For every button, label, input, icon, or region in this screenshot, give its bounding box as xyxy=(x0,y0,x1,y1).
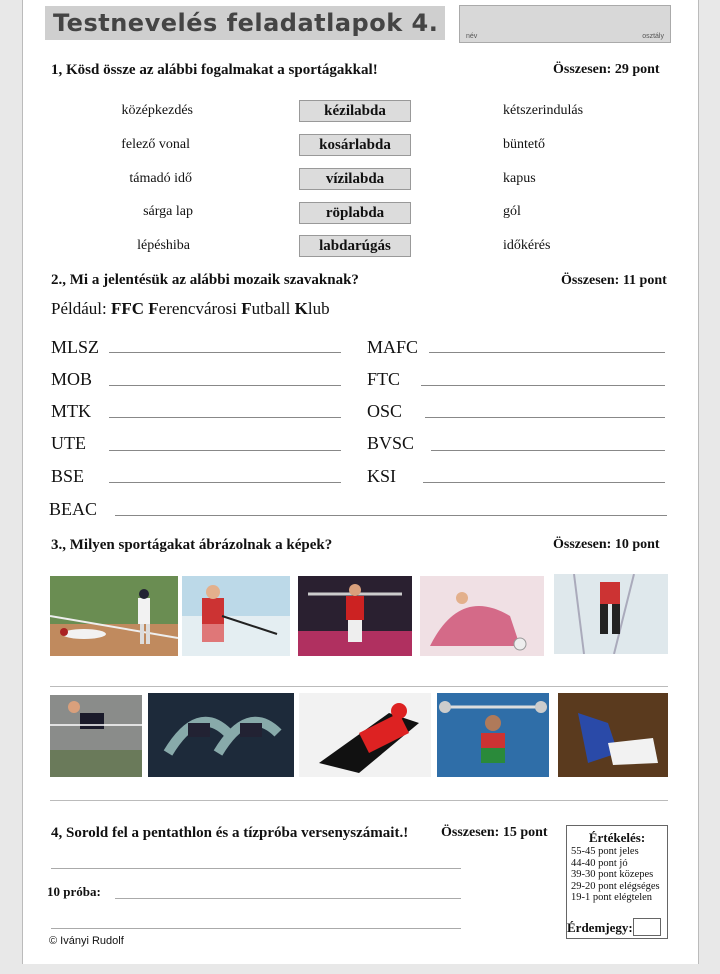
answer-line[interactable] xyxy=(109,482,341,483)
answer-line[interactable] xyxy=(50,800,668,801)
name-label: név xyxy=(466,33,478,40)
mark-label: Érdemjegy: xyxy=(567,920,633,935)
answer-line[interactable] xyxy=(431,450,665,451)
abbr-label: MAFC xyxy=(367,337,419,357)
grading-line: 39-30 pont közepes xyxy=(571,869,654,880)
q1-left-term: támadó idő xyxy=(129,171,192,186)
grading-line: 29-20 pont elégséges xyxy=(571,880,660,892)
example-word: erencvárosi xyxy=(158,299,242,318)
diving-photo xyxy=(148,693,294,777)
abbr-label: BSE xyxy=(51,466,85,486)
abbr-label: MTK xyxy=(51,401,91,421)
q1-left-term: felező vonal xyxy=(121,137,190,152)
abbr-label: KSI xyxy=(367,466,397,486)
abbr-label: UTE xyxy=(51,433,86,453)
q1-right-term: büntető xyxy=(503,137,545,152)
abbr-label: BVSC xyxy=(367,433,415,453)
abbr-label: BEAC xyxy=(49,499,98,519)
answer-line[interactable] xyxy=(115,898,461,899)
answer-line[interactable] xyxy=(109,385,341,386)
example-abbr: FFC xyxy=(110,299,145,318)
grading-line: 44-40 pont jó xyxy=(571,857,628,869)
abbr-label: OSC xyxy=(367,401,403,421)
q1-right-term: időkérés xyxy=(503,238,551,253)
q1-right-term: kapus xyxy=(503,171,536,186)
answer-line[interactable] xyxy=(423,482,665,483)
abbr-label: MOB xyxy=(51,369,93,389)
grading-title: Értékelés: xyxy=(588,830,646,845)
q2-example xyxy=(51,299,330,319)
page-title: Testnevelés feladatlapok 4. xyxy=(45,6,445,40)
decathlon-label: 10 próba: xyxy=(47,884,101,899)
grading-box xyxy=(566,825,668,939)
grading-line: 19-1 pont elégtelen xyxy=(571,892,653,903)
q1-sport-box: kosárlabda xyxy=(299,134,411,156)
copyright: © Iványi Rudolf xyxy=(49,935,124,947)
q3-score: Összesen: 10 pont xyxy=(553,537,660,552)
q3-title: 3., Milyen sportágakat ábrázolnak a képek? xyxy=(51,537,333,553)
q1-sport-box: kézilabda xyxy=(299,100,411,122)
abbr-label: MLSZ xyxy=(51,337,100,357)
name-class-box xyxy=(459,5,671,43)
mark-field[interactable] xyxy=(633,918,661,936)
q1-left-term: sárga lap xyxy=(143,204,193,219)
answer-line[interactable] xyxy=(51,868,461,869)
answer-line[interactable] xyxy=(425,417,665,418)
answer-line[interactable] xyxy=(115,515,667,516)
q1-sport-box: labdarúgás xyxy=(299,235,411,257)
q1-left-term: lépéshiba xyxy=(137,238,190,253)
example-word: lub xyxy=(307,299,330,318)
answer-line[interactable] xyxy=(109,417,341,418)
q1-left-term: középkezdés xyxy=(121,103,193,118)
grading-line: 55-45 pont jeles xyxy=(571,846,639,857)
q1-title: 1, Kösd össze az alábbi fogalmakat a sportágakkal! xyxy=(51,62,378,78)
answer-line[interactable] xyxy=(109,450,341,451)
example-initial: K xyxy=(294,299,308,318)
pole-vault-photo xyxy=(50,695,142,777)
q4-score: Összesen: 15 pont xyxy=(441,825,548,840)
example-initial: F xyxy=(148,299,159,318)
answer-line[interactable] xyxy=(109,352,341,353)
weightlifting-photo xyxy=(437,693,549,777)
answer-line[interactable] xyxy=(421,385,665,386)
example-initial: F xyxy=(241,299,252,318)
q1-right-term: kétszerindulás xyxy=(503,103,584,118)
example-word: utball xyxy=(251,299,295,318)
answer-line[interactable] xyxy=(429,352,665,353)
q2-title: 2., Mi a jelentésük az alábbi mozaik szavaknak? xyxy=(51,272,359,288)
worksheet-page xyxy=(22,0,699,964)
example-prefix: Például: xyxy=(51,299,111,318)
q1-sport-box: röplabda xyxy=(299,202,411,224)
rhythmic-gymnastics-photo xyxy=(420,576,544,656)
q1-score: Összesen: 29 pont xyxy=(553,62,660,77)
answer-line[interactable] xyxy=(50,686,668,687)
judo-photo xyxy=(558,693,668,777)
q4-title: 4, Sorold fel a pentathlon és a tízpróba versenyszámait.! xyxy=(51,825,409,841)
answer-line[interactable] xyxy=(51,928,461,929)
gymnastics-rings-photo xyxy=(298,576,412,656)
q1-sport-box: vízilabda xyxy=(299,168,411,190)
q2-score: Összesen: 11 pont xyxy=(561,273,667,288)
abbr-label: FTC xyxy=(367,369,401,389)
speed-skating-photo xyxy=(299,693,431,777)
golf-photo xyxy=(182,576,290,656)
ski-jumping-photo xyxy=(554,574,668,654)
baseball-photo xyxy=(50,576,178,656)
q1-right-term: gól xyxy=(503,204,521,219)
class-label: osztály xyxy=(642,33,664,40)
